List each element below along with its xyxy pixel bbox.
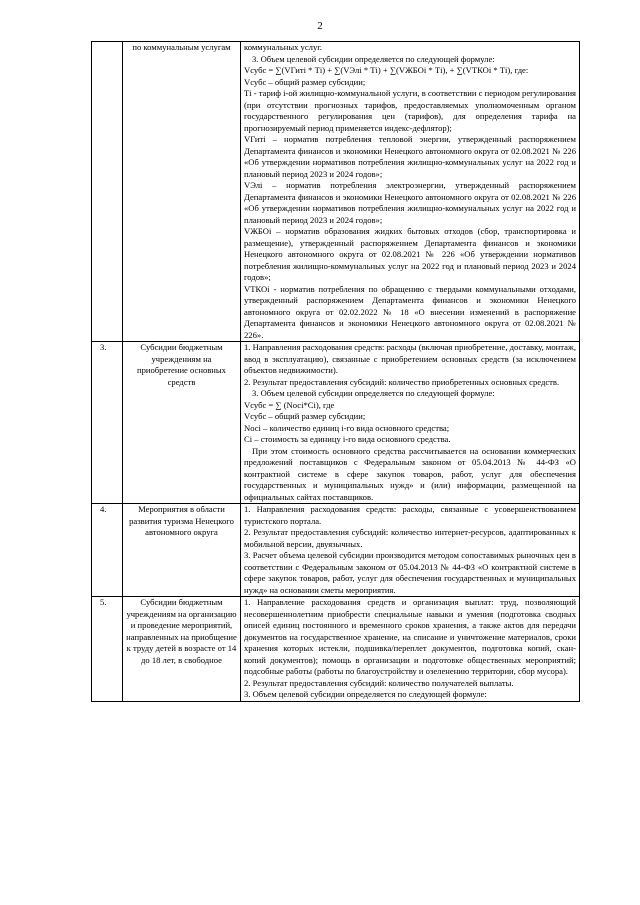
text-line: VГиті – норматив потребления тепловой энергии, утвержденный распоряжением Департамента финансов и экономики Ненецкого автономного округа от 02.08.2021 № 226 «Об утверждении нормативов потребления жилищно-коммунальных услуг на 2022 год и плановый период 2023 и 2024 годов»; bbox=[244, 134, 576, 179]
table-row bbox=[92, 504, 580, 597]
formula-line: Vсубс = ∑(VГиті * Ті) + ∑(VЭлі * Ті) + ∑(VЖБОі * Ті), + ∑(VТКОі * Ті), где: bbox=[244, 65, 529, 75]
formula-line: Vсубс = ∑ (Nосі*Сі), где bbox=[244, 399, 335, 410]
subsidy-name: Субсидии бюджетным учреждениям на приобретение основных средств bbox=[123, 342, 241, 504]
text-line: VТКОі - норматив потребления по обращению с твердыми коммунальными отходами, утвержденный распоряжением Департамента финансов и экономики Ненецкого автономного округа от 02.02.2022 № 18 «О внесении изменений в распоряжение Департамента финансов и экономики Ненецкого автономного округа от 02.08.2021 № 226». bbox=[244, 283, 576, 340]
text-line: 2. Результат предоставления субсидий: количество приобретенных основных средств. bbox=[244, 376, 560, 387]
subsidy-name: Субсидии бюджетным учреждениям на организацию и проведение мероприятий, направленных на приобщение к труду детей в возрасте от 14 до 18 лет, в свободное bbox=[123, 597, 241, 702]
text-line: При этом стоимость основного средства рассчитывается на основании коммерческих предложений поставщиков с Федеральным законом от 05.04.2013 № 44-ФЗ «О контрактной системе в сфере закупок товаров, работ, услуг для обеспечения государственных и муниципальных нужд» и (или) информации, размещенной на официальных сайтах поставщиков. bbox=[244, 445, 576, 502]
table-row bbox=[92, 42, 580, 342]
text-line: VЭлі – норматив потребления электроэнергии, утвержденный распоряжением Департамента финансов и экономики Ненецкого автономного округа от 02.08.2021 № 226 «Об утверждении нормативов потребления жилищно-коммунальных услуг на 2022 год и плановый период 2023 и 2024 годов»; bbox=[244, 180, 576, 225]
page-number: 2 bbox=[317, 20, 323, 32]
subsidy-description bbox=[241, 597, 580, 702]
text-line: коммунальных услуг. bbox=[244, 42, 322, 52]
text-line: Сі – стоимость за единицу i-го вида основного средства. bbox=[244, 434, 451, 444]
text-line: 3. Объем целевой субсидии определяется по следующей формуле: bbox=[252, 53, 495, 64]
text-line: 2. Результат предоставления субсидий: количество получателей выплаты. bbox=[244, 677, 514, 688]
text-line: 3. Объем целевой субсидии определяется по следующей формуле: bbox=[252, 388, 495, 398]
row-number bbox=[92, 42, 123, 342]
subsidy-table bbox=[91, 41, 580, 702]
subsidy-description bbox=[241, 504, 580, 597]
subsidy-description bbox=[241, 42, 580, 342]
text-line: 1. Направления расходования средств: расходы, связанные с усовершенствованием туристского портала. bbox=[244, 504, 576, 526]
row-number: 5. bbox=[92, 597, 123, 702]
text-line: Ті - тариф i-ой жилищно-коммунальной услуги, в соответствии с периодом регулирования (при отсутствии прогнозных тарифов, предоставляемых уполномоченным органом государственного регулирования цен (тарифов), для определения тарифа на прогнозируемый период применяется индекс-дефлятор); bbox=[244, 88, 576, 133]
text-line: 1. Направления расходования средств: расходы (включая приобретение, доставку, монтаж, ввод в эксплуатацию), связанные с приобретением основных средств (за исключением объектов недвижимости). bbox=[244, 342, 576, 375]
row-number: 4. bbox=[92, 504, 123, 597]
text-line: 3. Расчет объема целевой субсидии производится методом сопоставимых рыночных цен в соответствии с Федеральным законом от 05.04.2013 № 44-ФЗ «О контрактной системе в сфере закупок товаров, работ, услуг для обеспечения государственных и муниципальных нужд» на основании сметы мероприятия. bbox=[244, 550, 576, 595]
text-line: Vсубс – общий размер субсидии; bbox=[244, 411, 366, 421]
table-row bbox=[92, 597, 580, 702]
text-line: Vсубс – общий размер субсидии; bbox=[244, 76, 366, 87]
text-line: 3. Объем целевой субсидии определяется по следующей формуле: bbox=[244, 689, 487, 699]
subsidy-description bbox=[241, 342, 580, 504]
text-line: Nосі – количество единиц i-го вида основного средства; bbox=[244, 422, 450, 433]
subsidy-name: по коммунальным услугам bbox=[123, 42, 241, 342]
subsidy-name: Мероприятия в области развития туризма Ненецкого автономного округа bbox=[123, 504, 241, 597]
table-row bbox=[92, 342, 580, 504]
text-line: VЖБОі – норматив образования жидких бытовых отходов (сбор, транспортировка и размещение), утвержденный распоряжением Департамента финансов и экономики Ненецкого автономного округа от 02.08.2021 № 226 «Об утверждении нормативов потребления жилищно-коммунальных услуг на 2022 год и плановый период 2023 и 2024 годов»; bbox=[244, 226, 576, 282]
text-line: 2. Результат предоставления субсидий: количество интернет-ресурсов, адаптированных к мобильной версии, двуязычных. bbox=[244, 527, 576, 549]
row-number: 3. bbox=[92, 342, 123, 504]
text-line: 1. Направление расходования средств и организация выплат: труд, позволяющий несовершеннолетним приобрести специальные навыки и умения (подготовка сводных описей единиц постоянного и временного сроков хранения, а также актов для передачи документов на государственное хранение, на списание и уничтожение материалов, сроки хранения которых истекли, подшивка/переплет документов, подготовка копий, скан-копий документов); помощь в организации и подготовке общественных мероприятий; подсобные работы (работы по благоустройству и озеленению территории, сбор мусора). bbox=[244, 597, 576, 676]
